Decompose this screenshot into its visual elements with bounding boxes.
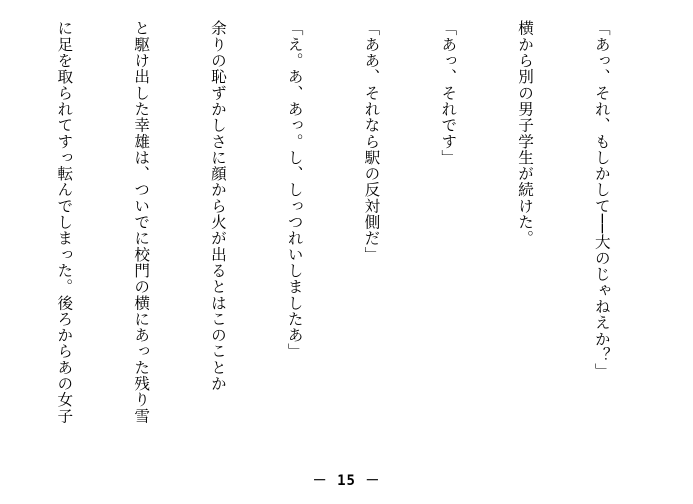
text-line: 「ああ、それなら駅の反対側だ」	[362, 20, 381, 263]
text-line: 「え。あ、あっ。し、しっつれいしましたあ」	[285, 20, 304, 360]
vertical-text-body	[15, 20, 665, 460]
text-line: 横から別の男子学生が続けた。	[516, 20, 535, 247]
text-line: 「あっ、それ、もしかして──大のじゃねえか？」	[592, 20, 611, 380]
text-line: と駆け出した幸雄は、ついでに校門の横にあった残り雪	[132, 20, 151, 424]
page-number: － 15 －	[312, 473, 381, 489]
text-line: に足を取られてすっ転んでしまった。後ろからあの女子	[55, 20, 74, 424]
text-line: 「あっ、それです」	[439, 20, 458, 166]
text-line: 余りの恥ずかしさに顔から火が出るとはこのことか	[208, 20, 227, 392]
